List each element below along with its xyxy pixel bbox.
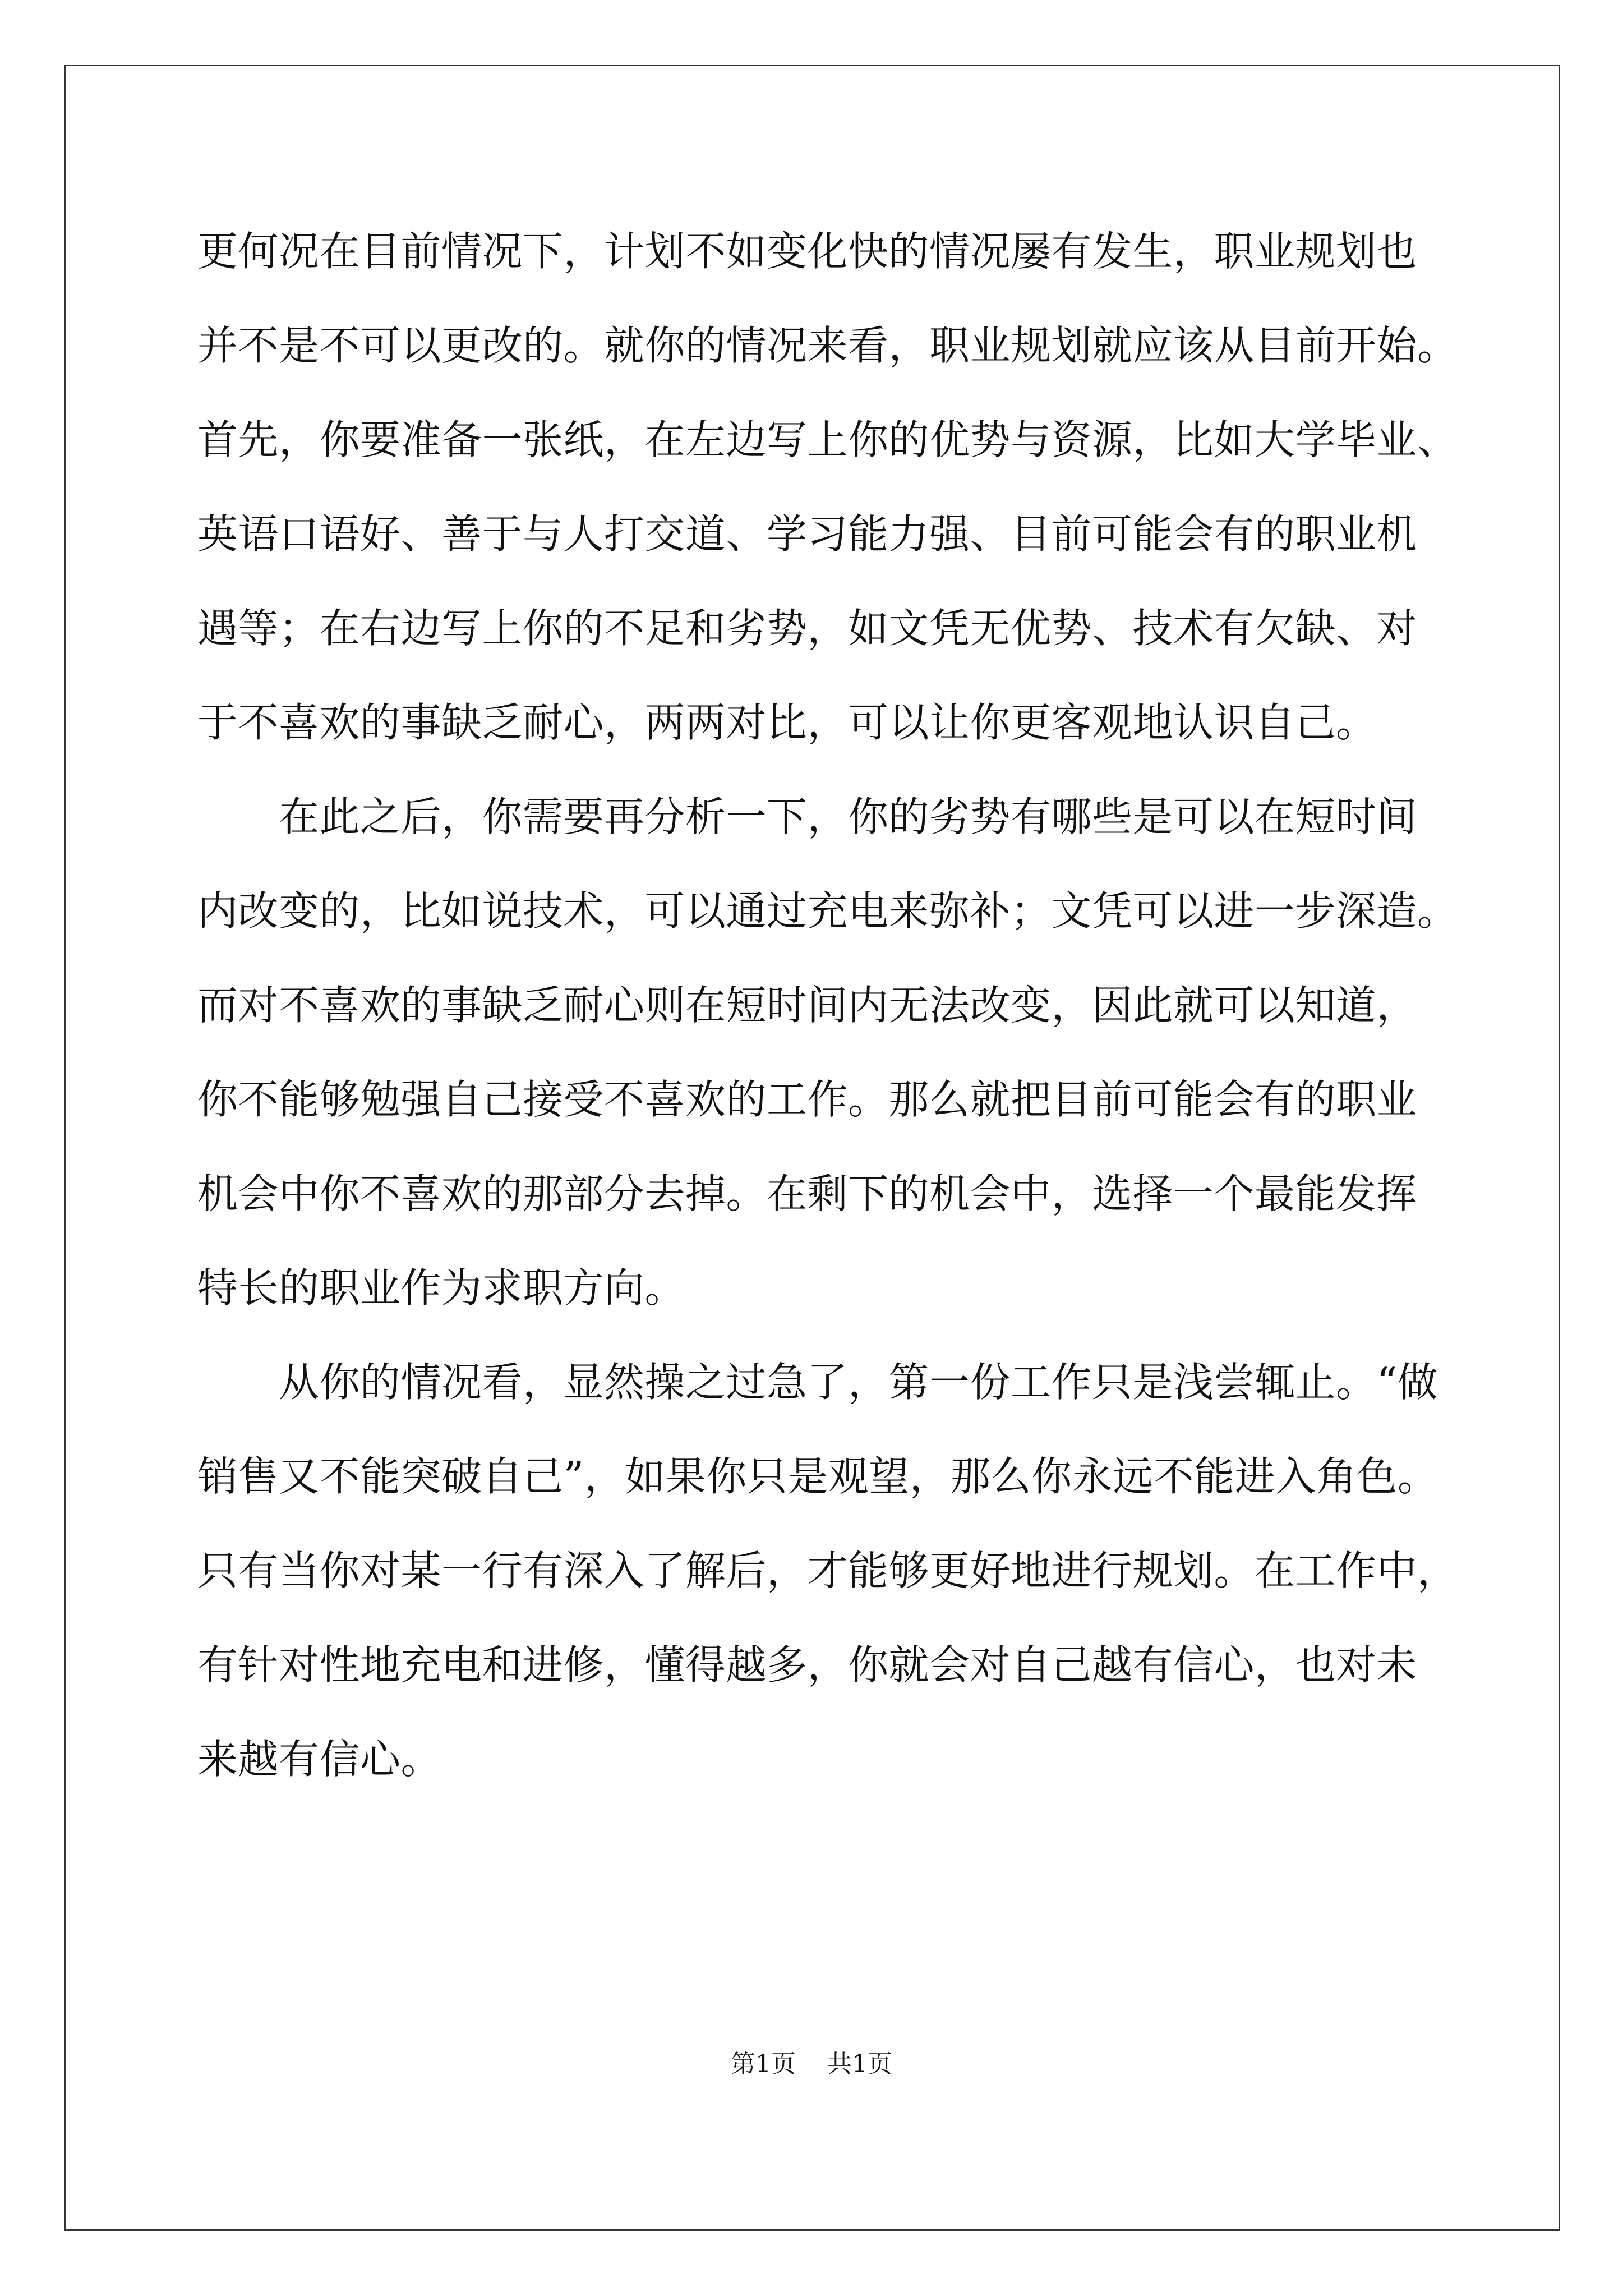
- page-total: 共1页: [827, 2050, 892, 2078]
- body-text-line: 销售又不能突破自己”，如果你只是观望，那么你永远不能进入角色。: [197, 1453, 1438, 1500]
- body-text-line: 遇等；在右边写上你的不足和劣势，如文凭无优势、技术有欠缺、对: [197, 605, 1418, 652]
- page-footer: [0, 2047, 1623, 2081]
- body-text-line: 在此之后，你需要再分析一下，你的劣势有哪些是可以在短时间: [197, 793, 1418, 840]
- body-text-line: 有针对性地充电和进修，懂得越多，你就会对自己越有信心，也对未: [197, 1641, 1418, 1688]
- body-text-line: 于不喜欢的事缺乏耐心，两两对比，可以让你更客观地认识自己。: [197, 699, 1377, 746]
- body-text-line: 从你的情况看，显然操之过急了，第一份工作只是浅尝辄止。“做: [197, 1359, 1438, 1406]
- body-text-line: 你不能够勉强自己接受不喜欢的工作。那么就把目前可能会有的职业: [197, 1076, 1418, 1123]
- body-text-line: 首先，你要准备一张纸，在左边写上你的优势与资源，比如大学毕业、: [197, 416, 1458, 463]
- page-border: [64, 65, 1560, 2231]
- body-text-line: 只有当你对某一行有深入了解后，才能够更好地进行规划。在工作中，: [197, 1547, 1458, 1594]
- page-number: 第1页: [731, 2050, 796, 2078]
- body-text-line: 而对不喜欢的事缺乏耐心则在短时间内无法改变，因此就可以知道，: [197, 982, 1418, 1029]
- body-text-line: 并不是不可以更改的。就你的情况来看，职业规划就应该从目前开始。: [197, 322, 1458, 369]
- body-text-line: 更何况在目前情况下，计划不如变化快的情况屡有发生，职业规划也: [197, 228, 1418, 275]
- body-text-line: 机会中你不喜欢的那部分去掉。在剩下的机会中，选择一个最能发挥: [197, 1170, 1418, 1217]
- body-text-line: 内改变的，比如说技术，可以通过充电来弥补；文凭可以进一步深造。: [197, 887, 1458, 935]
- body-text-line: 来越有信心。: [197, 1736, 442, 1783]
- body-text-line: 英语口语好、善于与人打交道、学习能力强、目前可能会有的职业机: [197, 510, 1418, 558]
- body-text-line: 特长的职业作为求职方向。: [197, 1264, 686, 1312]
